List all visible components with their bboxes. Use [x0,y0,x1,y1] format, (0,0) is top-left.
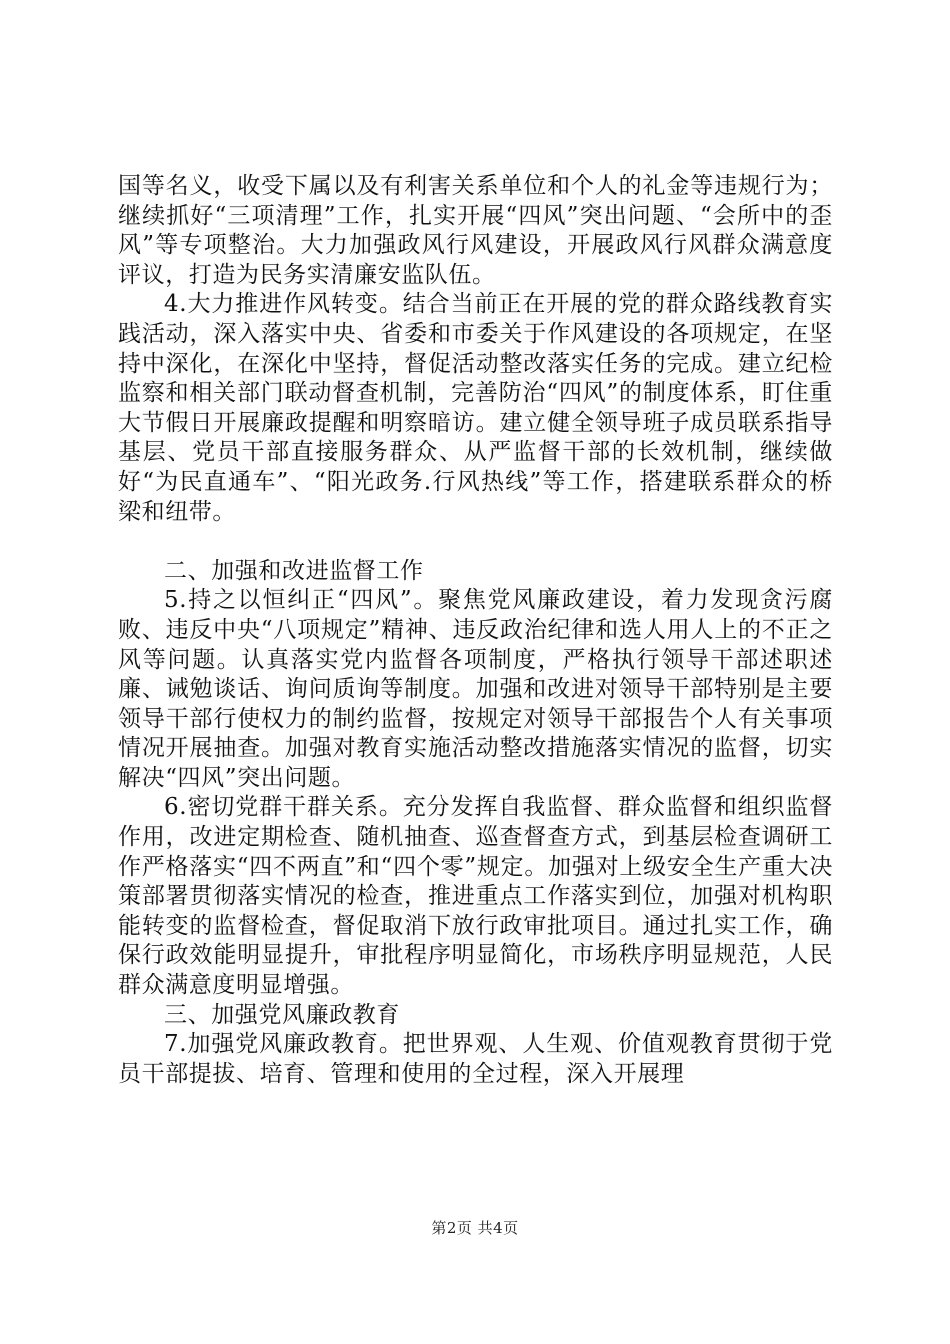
paragraph-item-7: 7.加强党风廉政教育。把世界观、人生观、价值观教育贯彻于党员干部提拔、培育、管理和使用的全过程，深入开展理 [118,1031,833,1087]
section-heading-2: 二、加强和改进监督工作 [164,557,424,584]
paragraph-item-4: 4.大力推进作风转变。结合当前正在开展的党的群众路线教育实践活动，深入落实中央、省委和市委关于作风建设的各项规定，在坚持中深化，在深化中坚持，督促活动整改落实任务的完成。建立纪检监察和相关部门联动督查机制，完善防治“四风”的制度体系，盯住重大节假日开展廉政提醒和明察暗访。建立健全领导班子成员联系指导基层、党员干部直接服务群众、从严监督干部的长效机制，继续做好“为民直通车”、“阳光政务.行风热线”等工作，搭建联系群众的桥梁和纽带。 [118,291,833,525]
paragraph-continuation: 国等名义，收受下属以及有利害关系单位和个人的礼金等违规行为；继续抓好“三项清理”工作，扎实开展“四风”突出问题、“会所中的歪风”等专项整治。大力加强政风行风建设，开展政风行风群众满意度评议，打造为民务实清廉安监队伍。 [118,173,833,288]
paragraph-item-6: 6.密切党群干群关系。充分发挥自我监督、群众监督和组织监督作用，改进定期检查、随机抽查、巡查督查方式，到基层检查调研工作严格落实“四不两直”和“四个零”规定。加强对上级安全生产重大决策部署贯彻落实情况的检查，推进重点工作落实到位，加强对机构职能转变的监督检查，督促取消下放行政审批项目。通过扎实工作，确保行政效能明显提升，审批程序明显简化，市场秩序明显规范，人民群众满意度明显增强。 [118,794,833,999]
page-footer: 第2页 共4页 [431,1219,519,1237]
document-body [118,172,833,1089]
blank-line [118,527,833,557]
section-heading-3: 三、加强党风廉政教育 [164,1001,400,1028]
paragraph-item-5: 5.持之以恒纠正“四风”。聚焦党风廉政建设，着力发现贪污腐败、违反中央“八项规定”精神、违反政治纪律和选人用人上的不正之风等问题。认真落实党内监督各项制度，严格执行领导干部述职述廉、诫勉谈话、询问质询等制度。加强和改进对领导干部特别是主要领导干部行使权力的制约监督，按规定对领导干部报告个人有关事项情况开展抽查。加强对教育实施活动整改措施落实情况的监督，切实解决“四风”突出问题。 [118,587,833,791]
